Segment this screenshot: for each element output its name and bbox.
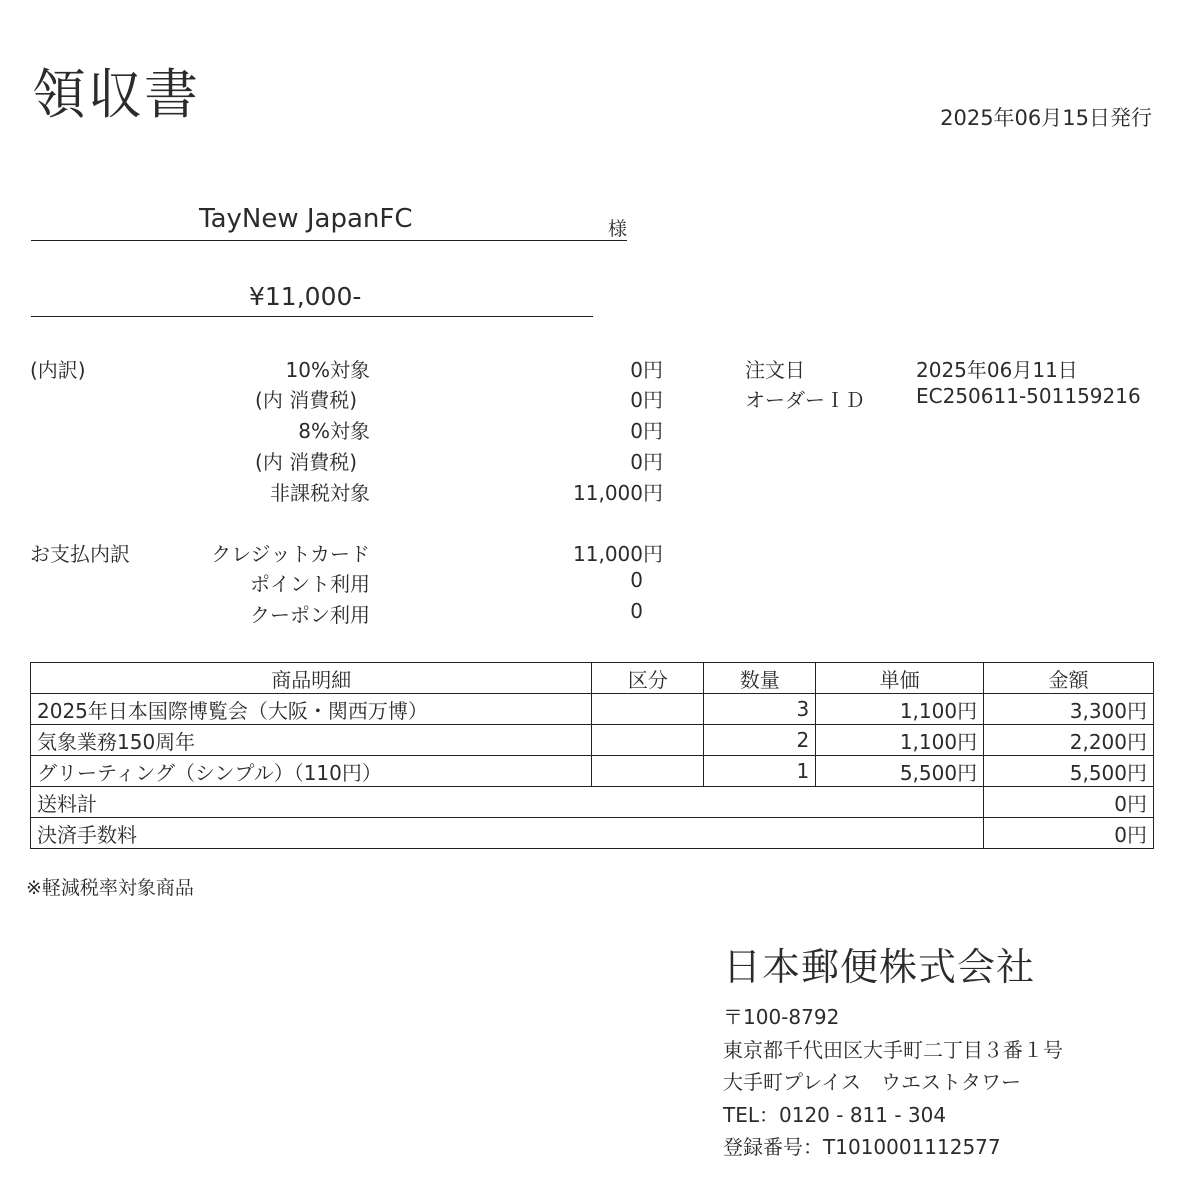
total-amount-line [31,278,593,317]
payment-row-value: 0 [630,599,643,623]
payment-row-value: 0 [630,568,643,592]
total-amount: ¥11,000- [249,282,362,311]
item-qty: 3 [704,694,816,725]
issuer-address2: 大手町プレイス ウエストタワー [723,1070,1021,1094]
breakdown-row-value: 0円 [630,419,663,443]
payment-row-label: ポイント利用 [250,572,370,596]
fee-label: 決済手数料 [31,818,984,849]
issuer-company: 日本郵便株式会社 [723,945,1036,989]
table-row [31,756,1154,787]
item-qty: 1 [704,756,816,787]
breakdown-row-label: 8%対象 [298,419,370,443]
reduced-tax-note: ※軽減税率対象商品 [26,877,194,899]
table-header-row [31,663,1154,694]
issuer-postal: 〒100-8792 [723,1005,840,1029]
item-name: 気象業務150周年 [31,725,592,756]
breakdown-row-label: (内 消費税) [255,388,357,412]
item-amount: 3,300円 [984,694,1154,725]
col-header-item: 商品明細 [31,663,592,694]
table-row [31,725,1154,756]
fee-row [31,818,1154,849]
shipping-row [31,787,1154,818]
breakdown-row-value: 0円 [630,388,663,412]
fee-value: 0円 [984,818,1154,849]
item-category [592,756,704,787]
item-category [592,725,704,756]
breakdown-row-value: 0円 [630,358,663,382]
breakdown-row-label: 10%対象 [285,358,370,382]
order-date-label: 注文日 [745,358,805,382]
item-amount: 2,200円 [984,725,1154,756]
item-name: 2025年日本国際博覧会（大阪・関西万博） [31,694,592,725]
item-unit-price: 5,500円 [816,756,984,787]
breakdown-label: (内訳) [30,358,86,382]
payment-row-label: クーポン利用 [250,603,370,627]
issuer-registration: 登録番号：T1010001112577 [723,1135,1001,1159]
order-date-value: 2025年06月11日 [916,358,1078,382]
payment-label: お支払内訳 [30,542,130,566]
shipping-value: 0円 [984,787,1154,818]
items-table [30,662,1154,849]
page-title: 領収書 [32,63,200,126]
payment-row-label: クレジットカード [211,542,370,566]
item-amount: 5,500円 [984,756,1154,787]
breakdown-row-value: 0円 [630,450,663,474]
order-id-label: オーダーＩＤ [745,388,865,412]
issuer-address1: 東京都千代田区大手町二丁目３番１号 [723,1038,1063,1062]
item-name: グリーティング（シンプル）（110円） [31,756,592,787]
item-category [592,694,704,725]
col-header-category: 区分 [592,663,704,694]
item-unit-price: 1,100円 [816,694,984,725]
breakdown-row-label: (内 消費税) [255,450,357,474]
order-id-value: EC250611-501159216 [916,384,1141,408]
recipient-honorific: 様 [607,218,627,240]
issue-date: 2025年06月15日発行 [940,106,1152,130]
col-header-qty: 数量 [704,663,816,694]
breakdown-row-label: 非課税対象 [270,481,370,505]
item-unit-price: 1,100円 [816,725,984,756]
issuer-tel: TEL：0120 - 811 - 304 [723,1103,947,1127]
recipient-name: TayNew JapanFC [199,204,413,234]
col-header-amount: 金額 [984,663,1154,694]
item-qty: 2 [704,725,816,756]
col-header-unit-price: 単価 [816,663,984,694]
shipping-label: 送料計 [31,787,984,818]
payment-row-value: 11,000円 [573,542,663,566]
recipient-line [31,200,627,241]
table-row [31,694,1154,725]
breakdown-row-value: 11,000円 [573,481,663,505]
